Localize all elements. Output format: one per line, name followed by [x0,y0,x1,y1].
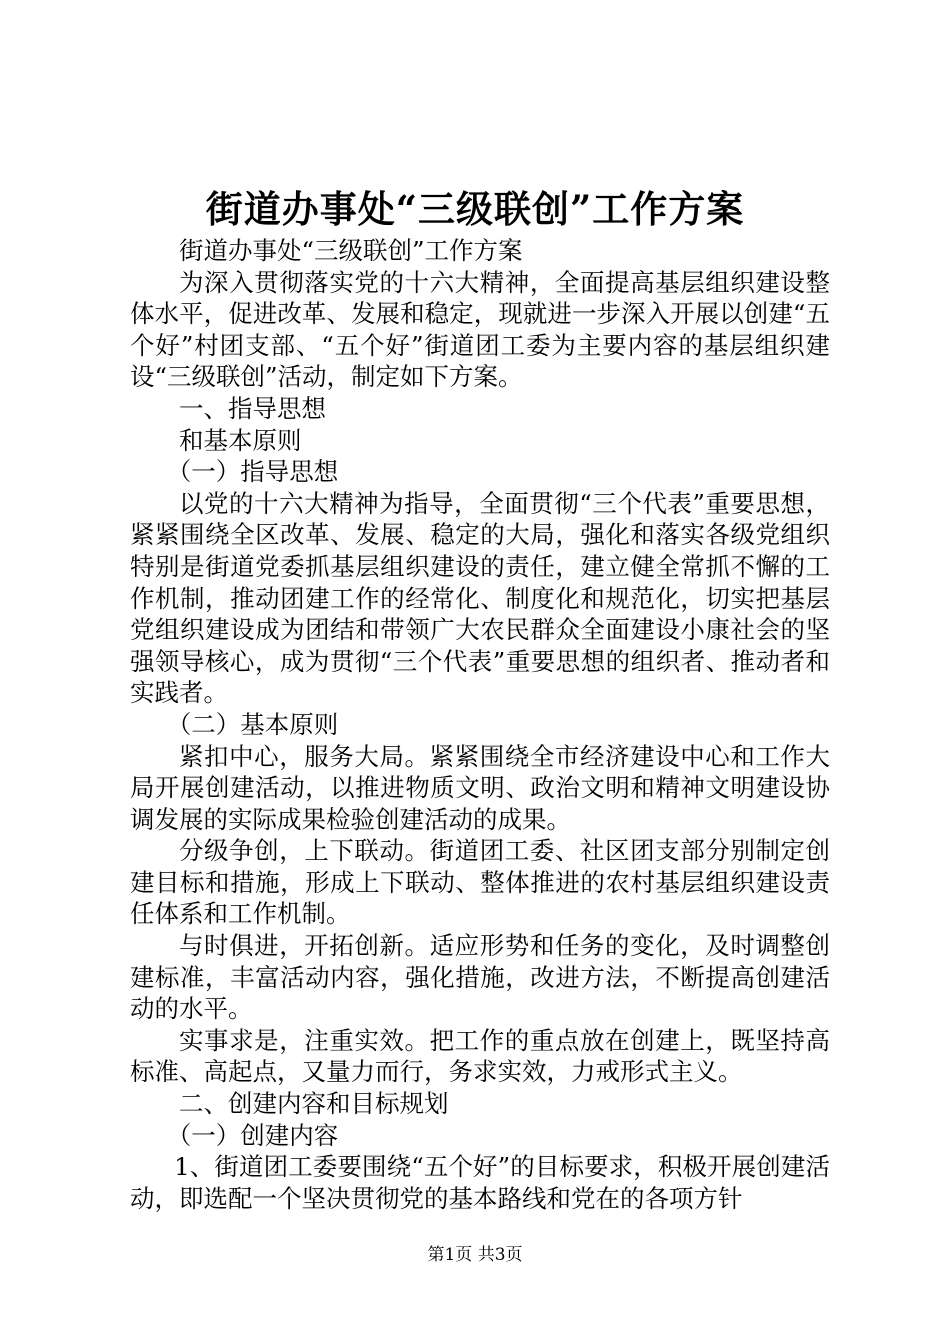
page-footer: 第1页 共3页 [427,1245,523,1265]
document-body [130,235,830,1214]
section-heading-1: 一、指导思想 [179,393,326,423]
paragraph-subtitle: 街道办事处“三级联创”工作方案 [179,236,523,265]
subsection-heading-1-1: （一）指导思想 [166,457,339,487]
paragraph-guiding-ideology: 以党的十六大精神为指导，全面贯彻“三个代表”重要思想，紧紧围绕全区改革、发展、稳定的大局，强化和落实各级党组织特别是街道党委抓基层组织建设的责任，建立健全常抓不懈的工作机制，推动团建工作的经常化、制度化和规范化，切实把基层党组织建设成为团结和带领广大农民群众全面建设小康社会的坚强领导核心，成为贯彻“三个代表”重要思想的组织者、推动者和实践者。 [130,488,830,708]
paragraph-principle-4: 实事求是，注重实效。把工作的重点放在创建上，既坚持高标准、高起点，又量力而行，务求实效，力戒形式主义。 [130,1025,830,1087]
paragraph-item-1: 1、街道团工委要围绕“五个好”的目标要求，积极开展创建活动，即选配一个坚决贯彻党的基本路线和党在的各项方针 [130,1152,830,1213]
section-heading-2: 二、创建内容和目标规划 [179,1089,449,1119]
subsection-heading-2-1: （一）创建内容 [166,1120,339,1150]
document-title: 街道办事处“三级联创”工作方案 [205,187,745,231]
paragraph-principle-3: 与时俱进，开拓创新。适应形势和任务的变化，及时调整创建标准，丰富活动内容，强化措施，改进方法，不断提高创建活动的水平。 [130,931,830,1024]
subsection-heading-1-2: （二）基本原则 [166,709,339,739]
paragraph-principle-2: 分级争创，上下联动。街道团工委、社区团支部分别制定创建目标和措施，形成上下联动、整体推进的农村基层组织建设责任体系和工作机制。 [130,836,830,929]
section-heading-1-cont: 和基本原则 [179,425,302,455]
paragraph-intro: 为深入贯彻落实党的十六大精神，全面提高基层组织建设整体水平，促进改革、发展和稳定，现就进一步深入开展以创建“五个好”村团支部、“五个好”街道团工委为主要内容的基层组织建设“三级联创”活动，制定如下方案。 [130,267,830,392]
paragraph-principle-1: 紧扣中心，服务大局。紧紧围绕全市经济建设中心和工作大局开展创建活动，以推进物质文明、政治文明和精神文明建设协调发展的实际成果检验创建活动的成果。 [130,741,830,834]
